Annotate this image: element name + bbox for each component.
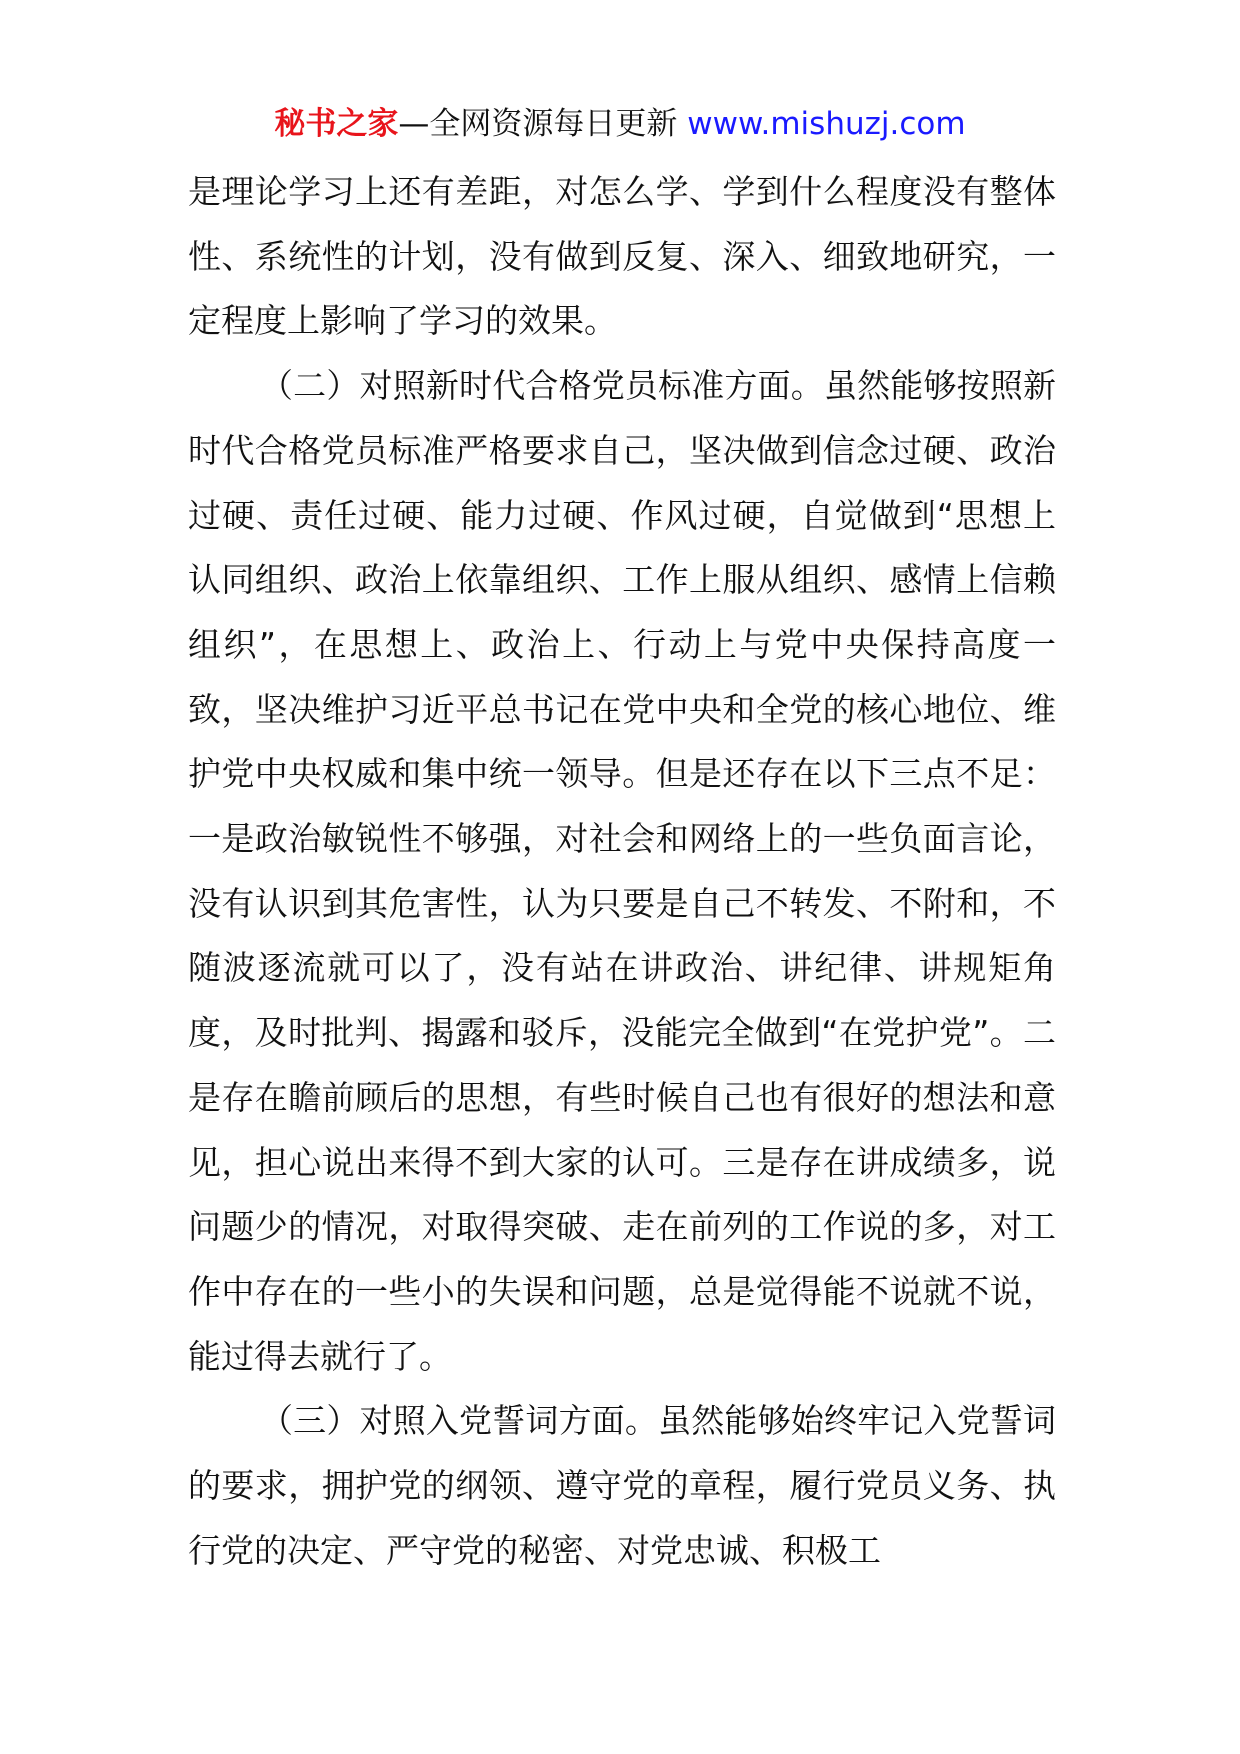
brand-name: 秘书之家 <box>274 106 399 142</box>
paragraph-section-two: （二）对照新时代合格党员标准方面。虽然能够按照新时代合格党员标准严格要求自己，坚决做到信念过硬、政治过硬、责任过硬、能力过硬、作风过硬，自觉做到“思想上认同组织、政治上依靠组织、工作上服从组织、感情上信赖组织”，在思想上、政治上、行动上与党中央保持高度一致，坚决维护习近平总书记在党中央和全党的核心地位、维护党中央权威和集中统一领导。但是还存在以下三点不足：一是政治敏锐性不够强，对社会和网络上的一些负面言论，没有认识到其危害性，认为只要是自己不转发、不附和，不随波逐流就可以了，没有站在讲政治、讲纪律、讲规矩角度，及时批判、揭露和驳斥，没能完全做到“在党护党”。二是存在瞻前顾后的思想，有些时候自己也有很好的想法和意见，担心说出来得不到大家的认可。三是存在讲成绩多，说问题少的情况，对取得突破、走在前列的工作说的多，对工作中存在的一些小的失误和问题，总是觉得能不说就不说，能过得去就行了。 <box>188 366 1056 1376</box>
page-header <box>0 100 1240 148</box>
document-body <box>188 160 1056 1583</box>
paragraph-section-three: （三）对照入党誓词方面。虽然能够始终牢记入党誓词的要求，拥护党的纲领、遵守党的章程，履行党员义务、执行党的决定、严守党的秘密、对党忠诚、积极工 <box>188 1401 1056 1570</box>
site-url-link[interactable]: www.mishuzj.com <box>687 106 966 142</box>
paragraph-continuation: 是理论学习上还有差距，对怎么学、学到什么程度没有整体性、系统性的计划，没有做到反复、深入、细致地研究，一定程度上影响了学习的效果。 <box>188 172 1056 341</box>
header-tagline: —全网资源每日更新 <box>398 106 678 142</box>
